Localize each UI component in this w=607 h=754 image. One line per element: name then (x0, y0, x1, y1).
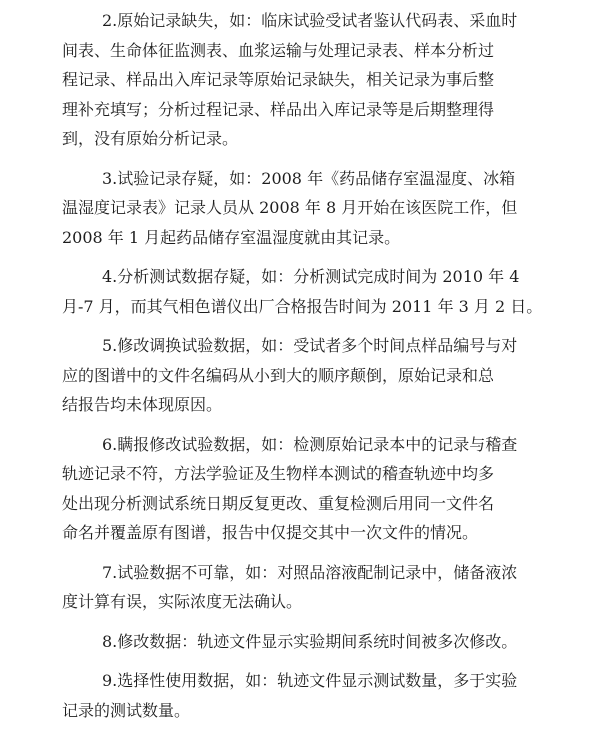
text-line: 度计算有误，实际浓度无法确认。 (62, 592, 303, 611)
text-line: 6.瞒报修改试验数据，如：检测原始记录本中的记录与稽查 (102, 434, 518, 454)
text-line: 轨迹记录不符，方法学验证及生物样本测试的稽查轨迹中均多 (62, 464, 495, 483)
paragraph-modified-data (62, 627, 561, 657)
text-line: 结报告均未体现原因。 (62, 395, 223, 414)
text-line: 间表、生命体征监测表、血浆运输与处理记录表、样本分析过 (62, 40, 495, 60)
text-line: 理补充填写；分析过程记录、样品出入库记录等是后期整理得 (62, 99, 495, 119)
text-line: 到，没有原始分析记录。 (62, 129, 239, 148)
paragraph-selective-data-use (62, 666, 561, 725)
text-line: 2.原始记录缺失，如：临床试验受试者鉴认代码表、采血时 (102, 11, 518, 30)
text-line: 温湿度记录表》记录人员从 2008 年 8 月开始在该医院工作，但 (62, 198, 518, 217)
text-line: 5.修改调换试验数据，如：受试者多个时间点样品编号与对 (102, 336, 518, 355)
text-line: 处出现分析测试系统日期反复更改、重复检测后用同一文件名 (62, 493, 495, 513)
paragraph-questionable-test-data (62, 262, 561, 321)
text-line: 应的图谱中的文件名编码从小到大的顺序颠倒，原始记录和总 (62, 365, 495, 385)
paragraph-missing-original-records (62, 6, 561, 154)
text-line: 命名并覆盖原有图谱，报告中仅提交其中一次文件的情况。 (62, 523, 479, 542)
paragraph-unreliable-data (62, 558, 561, 617)
text-line: 8.修改数据：轨迹文件显示实验期间系统时间被多次修改。 (102, 631, 518, 651)
text-line: 月-7 月，而其气相色谱仪出厂合格报告时间为 2011 年 3 月 2 日。 (62, 296, 543, 316)
text-line: 2008 年 1 月起药品储存室温湿度就由其记录。 (62, 227, 401, 247)
paragraph-questionable-records (62, 164, 561, 253)
paragraph-swapped-data (62, 331, 561, 420)
text-line: 3.试验记录存疑，如：2008 年《药品储存室温湿度、冰箱 (102, 168, 516, 188)
text-line: 9.选择性使用数据，如：轨迹文件显示测试数量，多于实验 (102, 671, 518, 690)
paragraph-concealed-modification (62, 430, 561, 548)
text-line: 7.试验数据不可靠，如：对照品溶液配制记录中，储备液浓 (102, 562, 518, 582)
text-line: 记录的测试数量。 (62, 700, 191, 720)
text-line: 程记录、样品出入库记录等原始记录缺失，相关记录为事后整 (62, 70, 495, 89)
text-line: 4.分析测试数据存疑，如：分析测试完成时间为 2010 年 4 (102, 267, 520, 286)
